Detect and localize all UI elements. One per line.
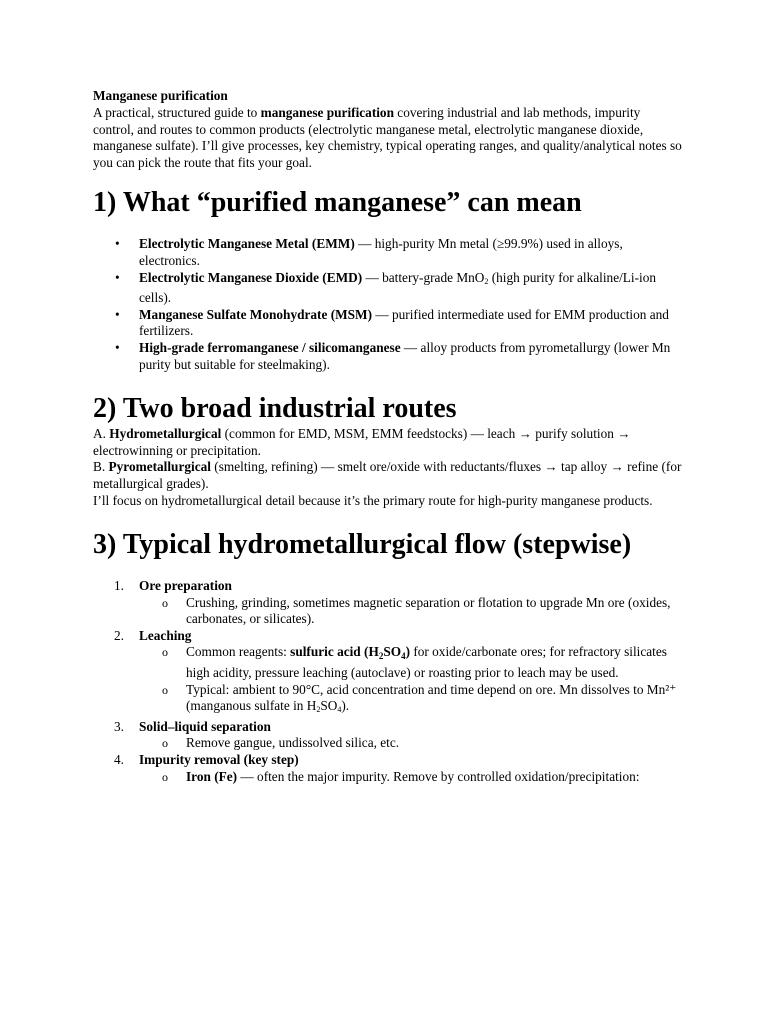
sub-list-item: o Common reagents: sulfuric acid $(H_2SO_4)$ for oxide/carbonate ores; for refractory silicates high acidity, pressure leaching (autoclave) or roasting prior to leach may be used. — [186, 644, 683, 681]
focus-paragraph: I’ll focus on hydrometallurgical detail because it’s the primary route for high-purity manganese products. — [93, 492, 653, 508]
section-2-heading: 2) Two broad industrial routes — [93, 393, 457, 425]
sub-list-item: o Remove gangue, undissolved silica, etc. — [186, 735, 683, 752]
process-steps-list — [93, 578, 683, 785]
list-item: • Electrolytic Manganese Metal (EMM) — high-purity Mn metal (≥99.9%) used in alloys, electronics. — [139, 236, 683, 269]
arrow-icon: → — [518, 426, 532, 442]
list-item: 4. Impurity removal (key step) o Iron (Fe) — often the major impurity. Remove by controlled oxidation/precipitation: — [139, 752, 683, 785]
list-item: 1. Ore preparation o Crushing, grinding, sometimes magnetic separation or flotation to upgrade Mn ore (oxides, carbonates, or silicates). — [139, 578, 683, 628]
sub-list-item: o Iron (Fe) — often the major impurity. Remove by controlled oxidation/precipitation: — [186, 769, 683, 786]
list-item: • High-grade ferromanganese / silicomanganese — alloy products from pyrometallurgy (lower Mn purity but suitable for steelmaking). — [139, 340, 683, 373]
section-1-heading: 1) What “purified manganese” can mean — [93, 187, 582, 219]
sub-list-item: o Typical: ambient to 90°C, acid concentration and time depend on ore. Mn dissolves to Mn²⁺ (manganous sulfate in $H_2SO_4$). — [186, 682, 683, 719]
list-item: • Manganese Sulfate Monohydrate (MSM) — purified intermediate used for EMM production and fertilizers. — [139, 307, 683, 340]
product-list — [93, 236, 683, 373]
sub-list — [139, 769, 683, 786]
arrow-icon: → — [544, 459, 558, 475]
document-title: Manganese purification — [93, 88, 228, 103]
list-item: 2. Leaching o Common reagents: sulfuric acid $(H_2SO_4)$ for oxide/carbonate ores; for refractory silicates high acidity, pressure leaching (autoclave) or roasting prior to leach may be used. o Typical: ambient to 90°C, acid concentration and time depend on ore. Mn dissolves to Mn²⁺ (manganous sulfate in $H_2SO_4$). — [139, 628, 683, 719]
arrow-icon: → — [610, 459, 624, 475]
section-3-heading: 3) Typical hydrometallurgical flow (stepwise) — [93, 529, 632, 561]
routes-paragraph: A. Hydrometallurgical (common for EMD, MSM, EMM feedstocks) — leach → purify solution → electrowinning or precipitation. B. Pyrometallurgical (smelting, refining) — smelt ore/oxide with reductants/fluxes → tap alloy → refine (for metallurgical grades). — [93, 426, 682, 491]
sub-list — [139, 595, 683, 628]
intro-paragraph: A practical, structured guide to manganese purification covering industrial and lab methods, impurity control, and routes to common products (electrolytic manganese metal, electrolytic manganese dioxide, manganese sulfate). I’ll give processes, key chemistry, typical operating ranges, and quality/analytical notes so you can pick the route that fits your goal. — [93, 105, 682, 170]
sub-list — [139, 644, 683, 718]
sub-list-item: o Crushing, grinding, sometimes magnetic separation or flotation to upgrade Mn ore (oxides, carbonates, or silicates). — [186, 595, 683, 628]
sub-list — [139, 735, 683, 752]
arrow-icon: → — [617, 426, 631, 442]
list-item: 3. Solid–liquid separation o Remove gangue, undissolved silica, etc. — [139, 719, 683, 752]
list-item: • Electrolytic Manganese Dioxide (EMD) — battery-grade MnO$_2$ (high purity for alkaline/Li-ion cells). — [139, 270, 683, 307]
document-page — [93, 86, 683, 785]
